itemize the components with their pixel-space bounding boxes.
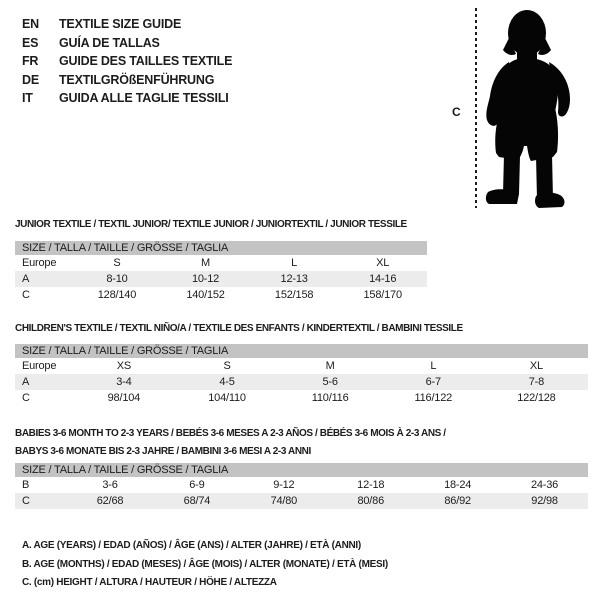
row-label-cell: B [22, 479, 30, 491]
legend-line: A. AGE (YEARS) / EDAD (AÑOS) / ÂGE (ANS) / ALTER (JAHRE) / ETÀ (ANNI) [22, 540, 361, 551]
toddler-silhouette-shape [486, 10, 570, 208]
language-row [22, 52, 232, 71]
size-table [15, 241, 427, 303]
row-label-cell: A [15, 374, 72, 390]
row-label-cell: A [15, 271, 73, 287]
row-label-cell: Europe [22, 360, 57, 372]
size-table-block-3 [15, 425, 588, 507]
height-measure-label: C [452, 105, 461, 119]
row-label-cell: C [22, 289, 30, 301]
language-guide-list [22, 15, 232, 108]
table-row [15, 255, 427, 271]
table-title: BABIES 3-6 MONTH TO 2-3 YEARS / BEBÉS 3-6 MESES A 2-3 AÑOS / BÉBÉS 3-6 MOIS À 2-3 ANS / [15, 428, 446, 439]
table-header-cell: SIZE / TALLA / TAILLE / GRÖSSE / TAGLIA [15, 463, 588, 477]
table-row [15, 493, 588, 509]
table-title: CHILDREN'S TEXTILE / TEXTIL NIÑO/A / TEXTILE DES ENFANTS / KINDERTEXTIL / BAMBINI TESSILE [15, 323, 463, 334]
table-cell: 8-10 [73, 271, 162, 287]
table-header-cell: SIZE / TALLA / TAILLE / GRÖSSE / TAGLIA [15, 241, 427, 255]
table-cell: XS [116, 360, 131, 372]
table-cell: 68/74 [153, 493, 240, 509]
table-cell: XL [376, 257, 390, 269]
table-cell: L [430, 360, 437, 372]
table-cell: 74/80 [240, 493, 327, 509]
table-cell: 6-9 [189, 479, 205, 491]
table-header-row [15, 344, 588, 358]
table-cell: 9-12 [273, 479, 295, 491]
size-table-block-1 [15, 216, 427, 301]
table-cell: M [201, 257, 211, 269]
table-header-row [15, 241, 427, 255]
table-cell: 4-5 [175, 374, 278, 390]
table-cell: 10-12 [161, 271, 250, 287]
table-cell: M [325, 360, 335, 372]
table-header-cell: SIZE / TALLA / TAILLE / GRÖSSE / TAGLIA [15, 344, 588, 358]
table-title: BABYS 3-6 MONATE BIS 2-3 JAHRE / BAMBINI 3-6 MESI A 2-3 ANNI [15, 446, 311, 457]
table-row [15, 271, 427, 287]
language-label: TEXTILGRÖßENFÜHRUNG [59, 72, 215, 87]
table-row [15, 374, 588, 390]
row-label-cell: C [22, 392, 30, 404]
table-cell: 3-6 [102, 479, 118, 491]
table-row [15, 287, 427, 303]
language-label: GUIDE DES TAILLES TEXTILE [59, 54, 233, 69]
table-cell: XL [529, 360, 543, 372]
legend [22, 537, 388, 593]
table-cell: 3-4 [72, 374, 175, 390]
language-code: DE [22, 72, 39, 87]
row-label-cell: Europe [22, 257, 57, 269]
language-code: FR [22, 54, 39, 69]
table-header-row [15, 463, 588, 477]
table-cell: 7-8 [485, 374, 588, 390]
language-code: ES [22, 35, 39, 50]
table-cell: 92/98 [501, 493, 588, 509]
table-cell: 86/92 [414, 493, 501, 509]
language-row [22, 89, 232, 108]
language-label: GUÍA DE TALLAS [59, 35, 160, 50]
table-cell: S [223, 360, 231, 372]
table-cell: 122/128 [517, 392, 556, 404]
table-cell: 24-36 [530, 479, 559, 491]
table-cell: 12-18 [357, 479, 385, 491]
table-cell: 158/170 [363, 289, 402, 301]
language-label: TEXTILE SIZE GUIDE [59, 17, 182, 31]
size-table [15, 344, 588, 406]
table-cell: 152/158 [274, 289, 314, 301]
height-measure-dashed-line [475, 8, 477, 208]
table-cell: 110/116 [311, 392, 349, 404]
table-cell: 5-6 [279, 374, 382, 390]
legend-line: B. AGE (MONTHS) / EDAD (MESES) / ÂGE (MOIS) / ALTER (MONATE) / ETÀ (MESI) [22, 558, 388, 570]
table-cell: 18-24 [444, 479, 472, 491]
language-code: EN [22, 17, 39, 31]
toddler-silhouette-icon [479, 6, 574, 211]
table-cell: S [113, 257, 121, 269]
language-row [22, 71, 232, 90]
size-table [15, 463, 588, 509]
language-code: IT [22, 91, 33, 106]
table-cell: 14-16 [338, 271, 427, 287]
table-cell: 98/104 [107, 392, 141, 404]
row-label-cell: C [15, 493, 67, 509]
language-label: GUIDA ALLE TAGLIE TESSILI [59, 91, 229, 106]
language-row [22, 15, 232, 34]
table-cell: 116/122 [414, 392, 453, 404]
table-cell: L [291, 257, 298, 269]
table-row [15, 477, 588, 493]
table-cell: 128/140 [97, 289, 137, 301]
size-table-block-2 [15, 320, 588, 404]
table-cell: 80/86 [327, 493, 414, 509]
table-row [15, 358, 588, 374]
table-cell: 62/68 [67, 493, 154, 509]
table-title: JUNIOR TEXTILE / TEXTIL JUNIOR/ TEXTILE JUNIOR / JUNIORTEXTIL / JUNIOR TESSILE [15, 219, 407, 230]
table-cell: 104/110 [208, 392, 246, 404]
table-cell: 6-7 [382, 374, 485, 390]
language-row [22, 34, 232, 53]
table-cell: 140/152 [186, 289, 225, 301]
table-cell: 12-13 [250, 271, 339, 287]
legend-line: C. (cm) HEIGHT / ALTURA / HAUTEUR / HÖHE / ALTEZZA [22, 577, 277, 589]
table-row [15, 390, 588, 406]
